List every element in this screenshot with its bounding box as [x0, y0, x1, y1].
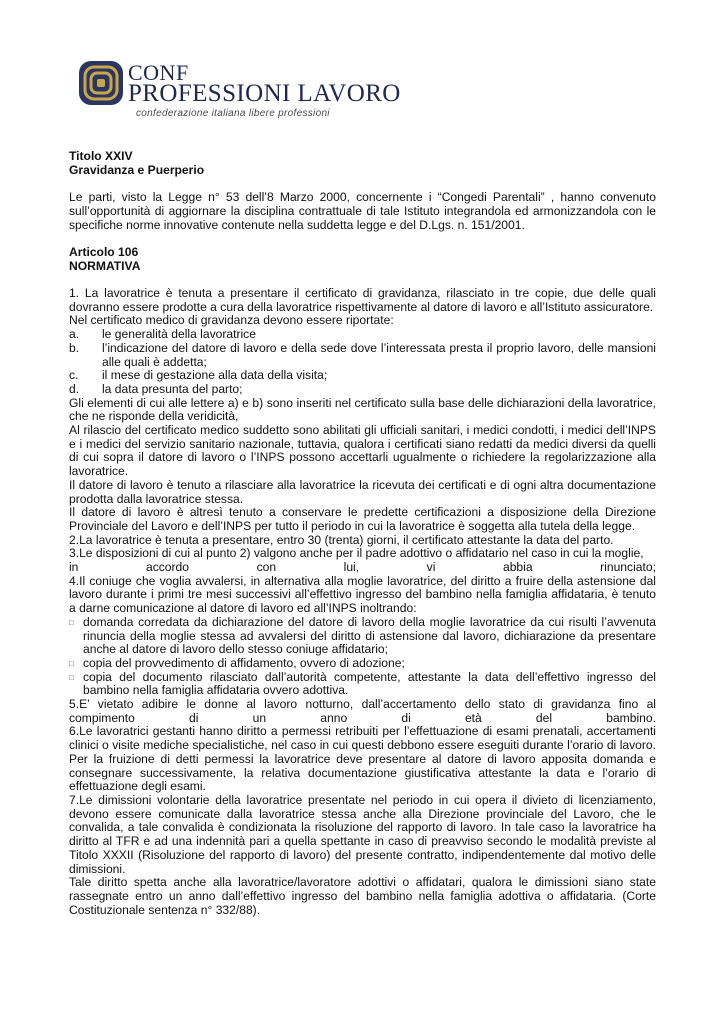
- bullet-item: □ copia del provvedimento di affidamento, ovvero di adozione;: [69, 655, 405, 670]
- article-number: Articolo 106: [69, 244, 139, 259]
- bullet-box-icon: □: [69, 658, 74, 668]
- logo-line-1: CONF: [128, 60, 189, 85]
- paragraph-8: 4.Il coniuge che voglia avvalersi, in alternativa alla moglie lavoratrice, del diritto a fruire della astensione dal lavoro durante i primi tre mesi successivi all’effettivo ingresso del bambino nella famiglia affidataria, è tenuto a darne comunicazione al datore di lavoro ed all’INPS inoltrando:: [69, 573, 656, 616]
- bullet-box-icon: □: [69, 672, 74, 682]
- paragraph-2: Gli elementi di cui alle lettere a) e b) sono inseriti nel certificato sulla base delle dichiarazioni della lavoratrice, che ne risponde della veridicità,: [69, 395, 656, 424]
- bullet-box-icon: □: [69, 617, 74, 627]
- bullet-item: □ copia del documento rilasciato dall’autorità competente, attestante la data dell’effettivo ingresso del bambino nella famiglia affidataria ovvero adottiva.: [69, 669, 656, 698]
- list-item: d. la data presunta del parto;: [69, 381, 243, 396]
- title-number: Titolo XXIV: [69, 149, 133, 163]
- intro-paragraph: Le parti, visto la Legge n° 53 dell’8 Marzo 2000, concernente i “Congedi Parentali” , hanno convenuto sull’opportunità di aggiornare la disciplina contrattuale di tale Istituto integrandola ed armonizzandola con le specifiche norme innovative contenute nella suddetta legge e del D.Lgs. n. 151/2001.: [69, 190, 656, 232]
- list-item: c. il mese di gestazione alla data della visita;: [69, 368, 328, 383]
- document-body: [69, 150, 656, 917]
- paragraph-7: 3.Le disposizioni di cui al punto 2) valgono anche per il padre adottivo o affidatario nel caso in cui la moglie,: [69, 546, 644, 561]
- paragraph-1b: Nel certificato medico di gravidanza devono essere riportate:: [69, 313, 394, 328]
- paragraph-5: Il datore di lavoro è altresì tenuto a conservare le predette certificazioni a disposizione della Direzione Provinciale del Lavoro e dell’INPS per tutto il periodo in cui la lavoratrice è soggetta alla tutela della legge.: [69, 505, 656, 533]
- paragraph-9-line-2: compimento di un anno di età del bambino.: [69, 710, 656, 725]
- paragraph-11: 7.Le dimissioni volontarie della lavoratrice presentate nel periodo in cui opera il divieto di licenziamento, devono essere comunicate dalla lavoratrice stessa anche alla Direzione provinciale del Lavoro, che le convalida, a tale convalida è condizionata la risoluzione del rapporto di lavoro. In tale caso la lavoratrice ha diritto al TFR e ad una indennità pari a quella spettante in caso di preavviso secondo le modalità previste al Titolo XXXII (Risoluzione del rapporto di lavoro) del presente contratto, indipendentemente dal motivo delle dimissioni.: [69, 793, 656, 876]
- paragraph-3: Al rilascio del certificato medico suddetto sono abilitati gli ufficiali sanitari, i medici condotti, i medici dell’INPS e i medici del servizio sanitario nazionale, tuttavia, qualora i certificati siano redatti da medici diversi da quelli di cui sopra il datore di lavoro o l’INPS possono accettarli ugualmente o richiedere la regolarizzazione alla lavoratrice.: [69, 423, 656, 479]
- paragraph-4: Il datore di lavoro è tenuto a rilasciare alla lavoratrice la ricevuta dei certificati e di ogni altra documentazione prodotta dalla lavoratrice stessa.: [69, 477, 656, 506]
- paragraph-12: Tale diritto spetta anche alla lavoratrice/lavoratore adottivi o affidatari, qualora le dimissioni siano state rassegnate entro un anno dall’effettivo ingresso del bambino nella famiglia adottiva o affidataria. (Corte Costituzionale sentenza n° 332/88).: [69, 875, 656, 917]
- paragraph-9: 5.E’ vietato adibire le donne al lavoro notturno, dall’accertamento dello stato di gravidanza fino al: [69, 697, 656, 712]
- article-heading: NORMATIVA: [69, 258, 141, 273]
- confprofessioni-logo: [78, 58, 401, 124]
- list-item: a. le generalità della lavoratrice: [69, 327, 256, 342]
- bullet-item: □ domanda corredata da dichiarazione del datore di lavoro della moglie lavoratrice da cui risulti l’avvenuta rinuncia della moglie stessa ad avvalersi del diritto di astensione dal lavoro, dichiarazione da presentare anche al datore di lavoro dello stesso coniuge affidatario;: [69, 614, 656, 657]
- logo-line-2: PROFESSIONI LAVORO: [128, 80, 401, 107]
- paragraph-10: 6.Le lavoratrici gestanti hanno diritto a permessi retribuiti per l’effettuazione di esami prenatali, accertamenti clinici o visite mediche specialistiche, nel caso in cui questi debbono essere eseguiti durante l’orario di lavoro. Per la fruizione di detti permessi la lavoratrice deve presentare al datore di lavoro apposita domanda e consegnare successivamente, la relativa documentazione giustificativa attestante la data e l’orario di effettuazione degli esami.: [69, 724, 656, 794]
- paragraph-1: 1. La lavoratrice è tenuta a presentare il certificato di gravidanza, rilasciato in tre copie, due delle quali dovranno essere prodotte a cura della lavoratrice rispettivamente al datore di lavoro e all’Istituto assicuratore.: [69, 285, 656, 314]
- logo-emblem-icon: [78, 60, 124, 106]
- title-heading: Gravidanza e Puerperio: [69, 162, 205, 177]
- logo-tagline: confederazione italiana libere professioni: [136, 108, 330, 119]
- paragraph-6: 2.La lavoratrice è tenuta a presentare, entro 30 (trenta) giorni, il certificato attestante la data del parto.: [69, 532, 614, 547]
- list-item: b. l’indicazione del datore di lavoro e della sede dove l’interessata presta il proprio lavoro, delle mansioni alle quali è addetta;: [69, 340, 656, 369]
- paragraph-7-line-2: in accordo con lui, vi abbia rinunciato;: [69, 560, 656, 575]
